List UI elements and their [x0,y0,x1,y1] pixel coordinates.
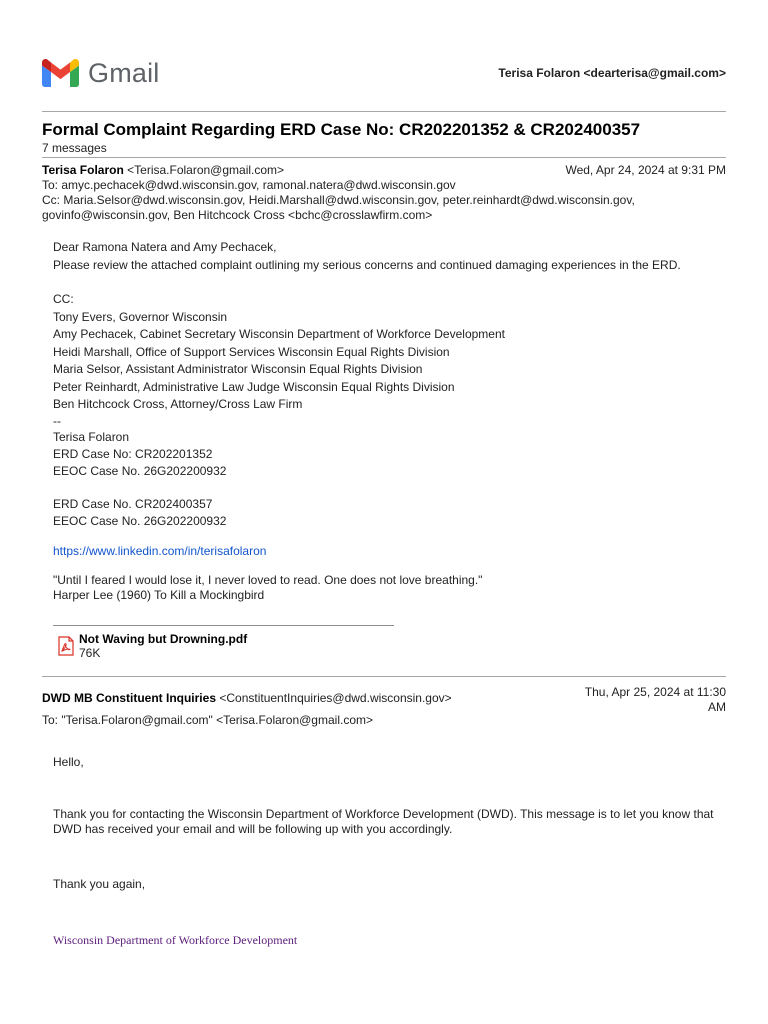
gmail-m-icon [42,59,79,87]
greeting: Hello, [53,754,84,769]
quote: "Until I feared I would lose it, I never loved to read. One does not love breathing." [53,572,483,587]
message-1-header [42,163,726,223]
message-divider [42,676,726,677]
erd-case-1: ERD Case No: CR202201352 [53,446,213,461]
account-email: Terisa Folaron <dearterisa@gmail.com> [498,66,726,80]
sender-email: <ConstituentInquiries@dwd.wisconsin.gov> [219,690,452,705]
message-1-date: Wed, Apr 24, 2024 at 9:31 PM [565,163,726,177]
message-2 [42,685,726,950]
cc-list-item: Heidi Marshall, Office of Support Services Wisconsin Equal Rights Division [53,344,450,359]
gmail-wordmark: Gmail [88,58,160,88]
message-2-to: To: "Terisa.Folaron@gmail.com" <Terisa.Folaron@gmail.com> [42,712,373,727]
attachment-name[interactable]: Not Waving but Drowning.pdf [79,631,248,646]
sender-email: <Terisa.Folaron@gmail.com> [127,163,285,177]
email-print-page [42,0,726,949]
greeting: Dear Ramona Natera and Amy Pechacek, [53,240,277,254]
message-2-date-line2: AM [708,699,726,714]
message-1-body [42,239,726,603]
attachment-size: 76K [79,645,101,660]
print-header [42,0,726,111]
intro-paragraph: Please review the attached complaint outlining my serious concerns and continued damaging experiences in the ERD. [53,257,681,272]
cc-list-item: Maria Selsor, Assistant Administrator Wisconsin Equal Rights Division [53,362,423,376]
signature-separator: -- [53,413,61,428]
gmail-logo [42,59,160,87]
message-1 [42,163,726,660]
cc-label: CC: [53,292,74,306]
message-2-date-line1: Thu, Apr 25, 2024 at 11:30 [584,684,726,699]
erd-case-2: ERD Case No. CR202400357 [53,496,213,511]
attachment-info [79,632,247,660]
linkedin-link[interactable]: https://www.linkedin.com/in/terisafolaron [53,543,267,558]
quote-source: Harper Lee (1960) To Kill a Mockingbird [53,587,265,602]
body-paragraph: Thank you for contacting the Wisconsin Department of Workforce Development (DWD). This message is to let you know that DWD has received your email and will be following up with you accordingly. [53,807,714,836]
attachment[interactable] [58,632,726,660]
header-divider [42,111,726,112]
message-2-date [585,685,726,715]
eeoc-case-2: EEOC Case No. 26G202200932 [53,513,227,528]
thread-divider [42,157,726,158]
thread-subject: Formal Complaint Regarding ERD Case No: CR202201352 & CR202400357 [42,120,641,139]
message-1-cc-line1: Cc: Maria.Selsor@dwd.wisconsin.gov, Heidi.Marshall@dwd.wisconsin.gov, peter.reinhardt@dwd.wisconsin.gov, [42,193,635,207]
eeoc-case-1: EEOC Case No. 26G202200932 [53,463,227,478]
signature-name: Terisa Folaron [53,429,130,444]
cc-list-item: Peter Reinhardt, Administrative Law Judge Wisconsin Equal Rights Division [53,379,455,394]
message-1-cc-line2: govinfo@wisconsin.gov, Ben Hitchcock Cross <bchc@crosslawfirm.com> [42,208,433,222]
cc-list-item: Tony Evers, Governor Wisconsin [53,309,228,324]
message-1-to: To: amyc.pechacek@dwd.wisconsin.gov, ramonal.natera@dwd.wisconsin.gov [42,178,456,192]
message-count: 7 messages [42,141,107,155]
cc-list-item: Amy Pechacek, Cabinet Secretary Wisconsin Department of Workforce Development [53,327,505,341]
message-2-header [42,685,726,728]
attachment-divider [53,625,394,626]
cc-list-item: Ben Hitchcock Cross, Attorney/Cross Law Firm [53,397,303,411]
signature-block [53,414,726,603]
sender-name: Terisa Folaron [42,163,124,177]
organization-signature: Wisconsin Department of Workforce Development [53,932,298,947]
pdf-icon [58,636,74,656]
closing: Thank you again, [53,877,146,891]
sender-name: DWD MB Constituent Inquiries [42,690,216,705]
message-2-body [42,754,726,950]
